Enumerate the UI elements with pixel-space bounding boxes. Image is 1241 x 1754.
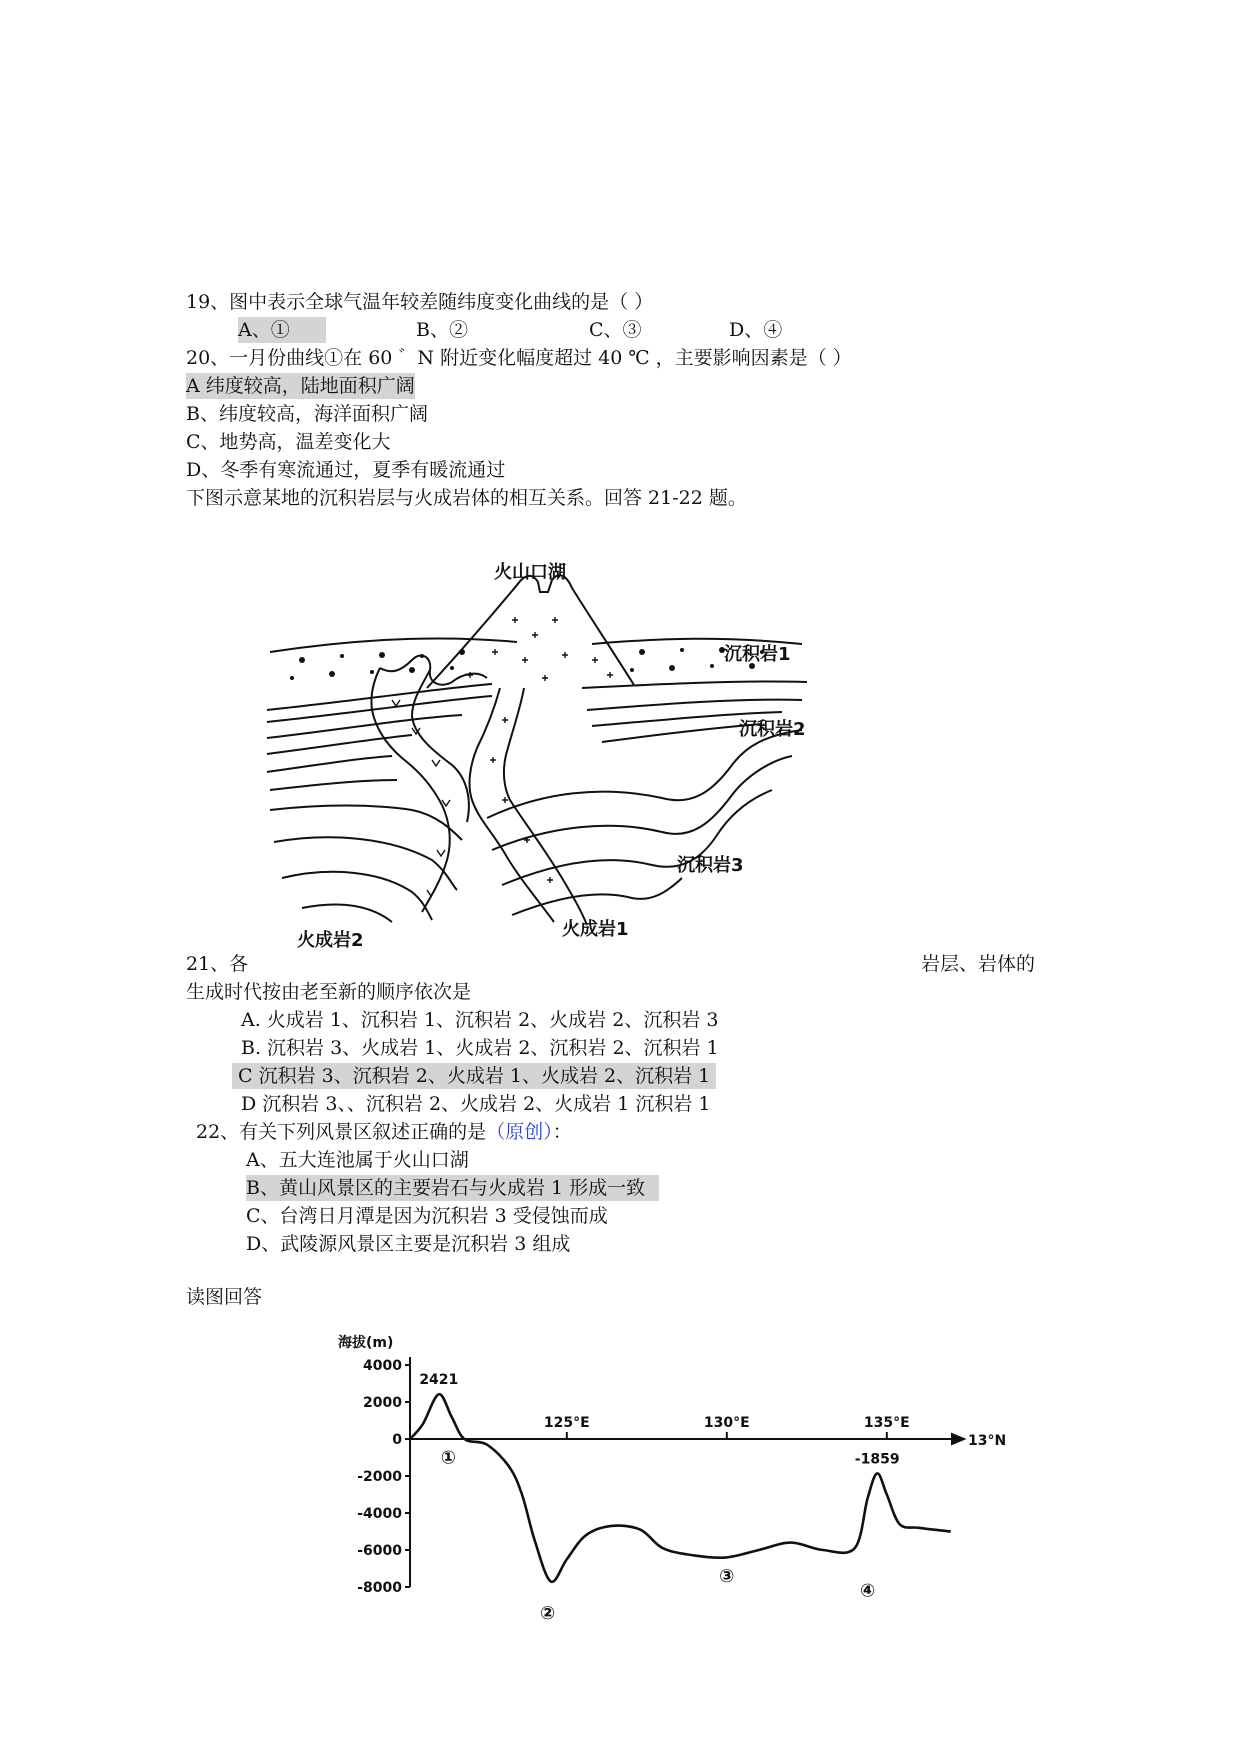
q22-option-c[interactable]: C、台湾日月潭是因为沉积岩 3 受侵蚀而成 — [246, 1205, 608, 1227]
label-sed3: 沉积岩3 — [677, 855, 744, 876]
marker-label: ③ — [719, 1565, 735, 1587]
q21-stem-cont: 生成时代按由老至新的顺序依次是 — [186, 981, 472, 1003]
q22-option-d[interactable]: D、武陵源风景区主要是沉积岩 3 组成 — [246, 1233, 571, 1255]
q20-option-b[interactable]: B、纬度较高，海洋面积广阔 — [186, 403, 428, 425]
annotation-label: 2421 — [419, 1372, 459, 1389]
label-crater-lake: 火山口湖 — [494, 562, 566, 583]
q21-stem-left: 21、各 — [186, 953, 249, 975]
y-tick-label: -2000 — [357, 1469, 402, 1485]
q20-option-d[interactable]: D、冬季有寒流通过，夏季有暖流通过 — [186, 459, 506, 481]
label-ign2: 火成岩2 — [297, 930, 364, 951]
q22-option-a[interactable]: A、五大连池属于火山口湖 — [246, 1149, 469, 1171]
y-tick-label: -4000 — [357, 1506, 402, 1522]
rock-section-figure — [262, 560, 832, 951]
y-tick-label: -8000 — [357, 1580, 402, 1596]
x-axis-arrow — [952, 1434, 964, 1444]
q19-stem: 19、图中表示全球气温年较差随纬度变化曲线的是（ ） — [186, 291, 654, 313]
x-tick-label: 130°E — [703, 1415, 750, 1431]
y-tick-label: -6000 — [357, 1543, 402, 1559]
marker-label: ④ — [859, 1580, 876, 1602]
q20-stem: 20、一月份曲线①在 60 ゛N 附近变化幅度超过 40 ℃ ，主要影响因素是（ ） — [186, 347, 852, 369]
q22-stem — [196, 1119, 572, 1145]
q21-option-b[interactable]: B. 沉积岩 3、火成岩 1、火成岩 2、沉积岩 2、沉积岩 1 — [241, 1037, 719, 1059]
label-sed1: 沉积岩1 — [724, 644, 791, 665]
label-sed2: 沉积岩2 — [739, 719, 806, 740]
q21-option-d[interactable]: D 沉积岩 3、、沉积岩 2、火成岩 2、火成岩 1 沉积岩 1 — [241, 1093, 711, 1115]
elevation-profile-chart — [330, 1325, 1010, 1624]
annotation-label: -1859 — [854, 1451, 900, 1468]
q21-stem-right: 岩层、岩体的 — [921, 953, 1036, 975]
x-axis-label: 13°N — [968, 1433, 1007, 1449]
y-tick-label: 2000 — [363, 1395, 402, 1411]
q20-option-a[interactable]: A 纬度较高，陆地面积广阔 — [186, 375, 415, 397]
q19-option-d[interactable]: D、④ — [729, 319, 783, 341]
q22-source: （原创） — [486, 1121, 553, 1143]
q19-option-b[interactable]: B、② — [416, 319, 468, 341]
q19-option-a[interactable]: A、① — [238, 317, 326, 343]
x-tick-label: 125°E — [543, 1415, 590, 1431]
y-tick-label: 4000 — [363, 1358, 402, 1374]
q22-option-b[interactable]: B、黄山风景区的主要岩石与火成岩 1 形成一致 — [246, 1175, 659, 1201]
intro-21-22: 下图示意某地的沉积岩层与火成岩体的相互关系。回答 21-22 题。 — [186, 487, 747, 509]
x-tick-label: 135°E — [863, 1415, 910, 1431]
q22-colon: ： — [552, 1121, 572, 1143]
y-tick-label: 0 — [392, 1432, 402, 1448]
marker-label: ② — [539, 1602, 556, 1624]
y-axis-label: 海拔(m) — [338, 1335, 394, 1351]
marker-label: ① — [440, 1447, 457, 1469]
q21-option-a[interactable]: A. 火成岩 1、沉积岩 1、沉积岩 2、火成岩 2、沉积岩 3 — [241, 1009, 719, 1031]
q19-option-c[interactable]: C、③ — [589, 319, 642, 341]
q21-option-c[interactable]: C 沉积岩 3、沉积岩 2、火成岩 1、火成岩 2、沉积岩 1 — [232, 1063, 716, 1089]
q22-stem-text: 22、有关下列风景区叙述正确的是 — [196, 1121, 487, 1143]
read-prompt: 读图回答 — [186, 1286, 263, 1308]
q20-option-c[interactable]: C、地势高，温差变化大 — [186, 431, 391, 453]
label-ign1: 火成岩1 — [562, 919, 629, 940]
